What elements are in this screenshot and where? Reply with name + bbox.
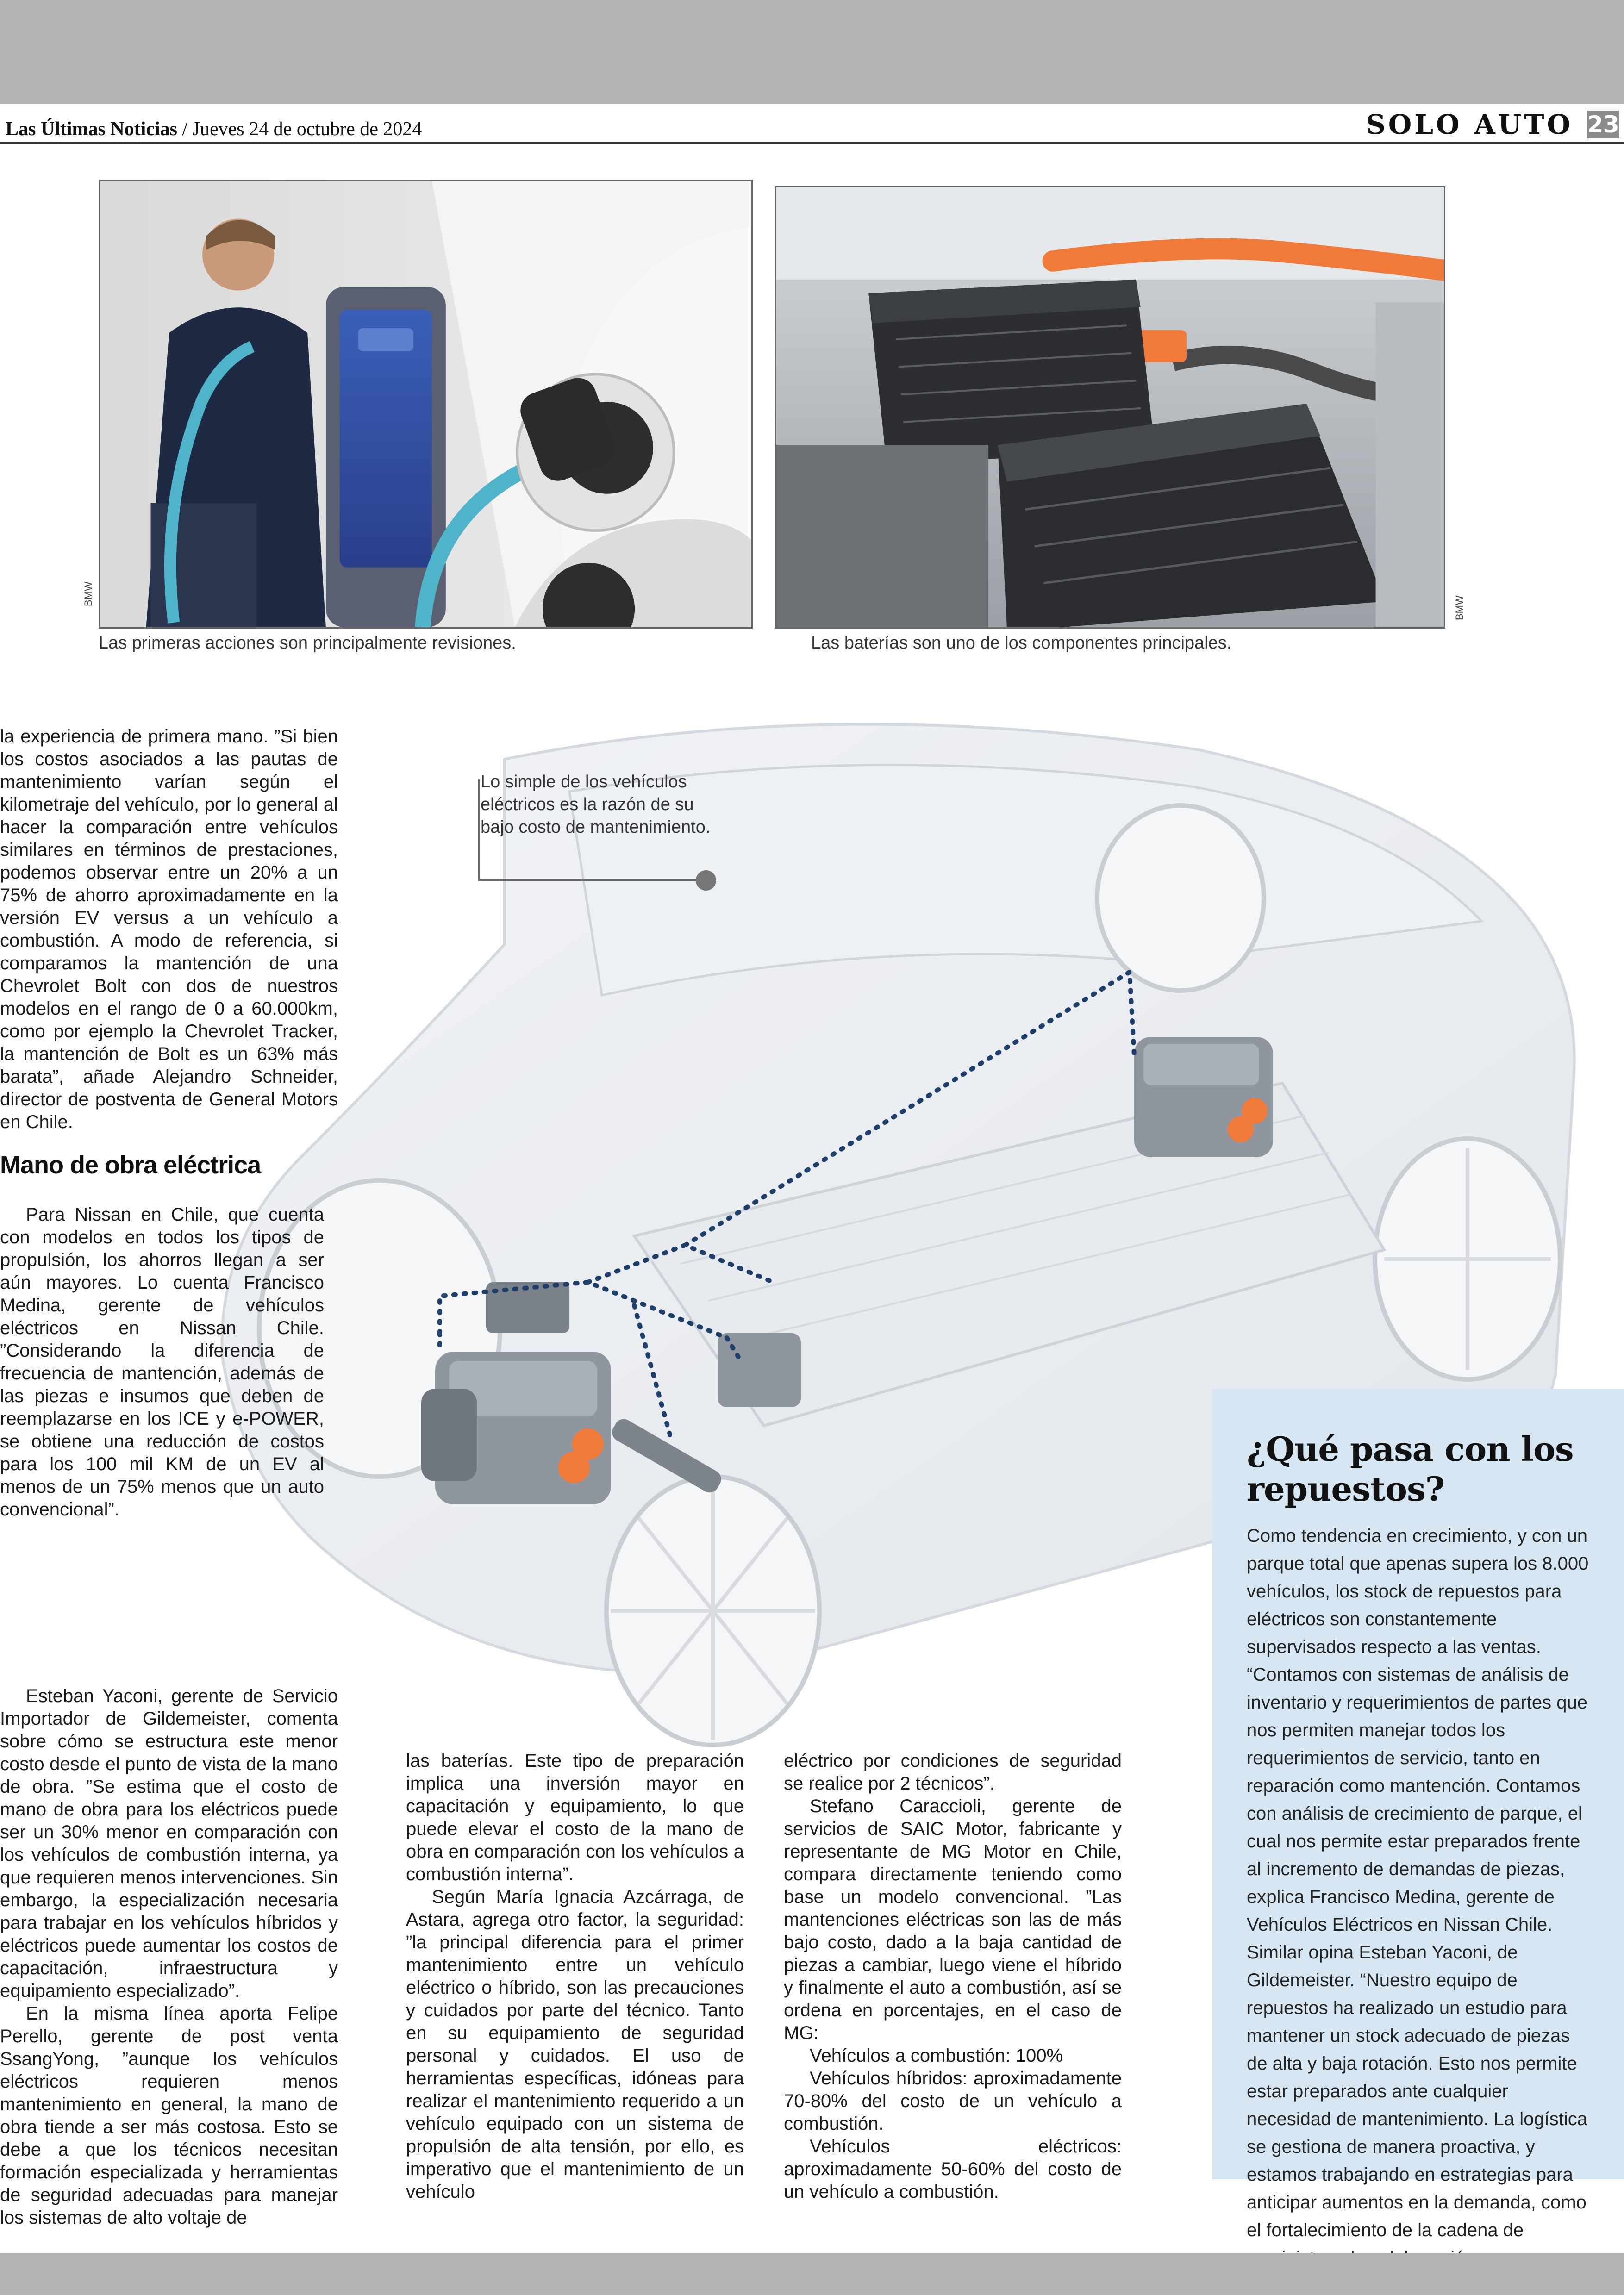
sidebar-paragraph-1: Como tendencia en crecimiento, y con un parque total que apenas supera los 8.000 vehículos, los stock de repuestos para eléctricos son constantemente supervisados respecto a las ventas. “Contamos con sistemas de análisis de inventario y requerimientos de partes que nos permiten manejar todos los requerimientos de servicio, tanto en reparación como mantención. Contamos con análisis de crecimiento de parque, el cual nos permite estar preparados frente al incremento de demandas de piezas, explica Francisco Medina, gerente de Vehículos Eléctricos en Nissan Chile.	[1247, 1526, 1589, 1935]
callout-dot	[696, 870, 716, 891]
photo2-caption: Las baterías son uno de los componentes principales.	[811, 633, 1232, 653]
photo-charging-car	[99, 180, 753, 629]
list-item-combustion: Vehículos a combustión: 100%	[810, 2046, 1063, 2066]
paragraph-batteries: las baterías. Este tipo de preparación implica una inversión mayor en capacitación y equipamiento, lo que puede elevar el costo de la mano de obra en comparación con los vehículos a combustión interna”.	[406, 1751, 744, 1884]
illustration-callout: Lo simple de los vehículos eléctricos es la razón de su bajo costo de mantenimiento.	[481, 772, 711, 837]
article-column3	[784, 1750, 1122, 2203]
paragraph-azcarraga: Según María Ignacia Azcárraga, de Astara, agrega otro factor, la seguridad: ”la principal diferencia para el primer mantenimiento entre un vehículo eléctrico o híbrido, son las precauciones y cuidados por parte del técnico. Tanto en su equipamiento de seguridad personal y cuidados. El uso de herramientas específicas, idóneas para realizar el mantenimiento requerido a un vehículo equipado con un sistema de propulsión de alta tensión, por ello, es imperativo que el mantenimiento de un vehículo	[406, 1887, 744, 2202]
article-column2	[406, 1750, 744, 2203]
masthead	[6, 118, 422, 140]
sidebar-box-repuestos	[1212, 1389, 1624, 2240]
page-number: 23	[1587, 111, 1619, 138]
top-gray-band	[0, 0, 1624, 104]
paragraph-nissan: Para Nissan en Chile, que cuenta con modelos en todos los tipos de propulsión, los ahorros llegan a ser aún mayores. Lo cuenta Francisco Medina, gerente de vehículos eléctricos en Nissan Chile. ”Considerando la diferencia de frecuencia de mantención, además de las piezas e insumos que deben de reemplazarse en los ICE y e-POWER, se obtiene una reducción de costos para los 100 mil KM de un EV al menos de un 75% menos que un auto convencional”.	[0, 1204, 324, 1520]
charging-photo-illustration	[100, 181, 751, 627]
paragraph-tecnicos: eléctrico por condiciones de seguridad se realice por 2 técnicos”.	[784, 1751, 1122, 1794]
photo1-credit: BMW	[82, 581, 94, 606]
newspaper-name: Las Últimas Noticias	[6, 118, 177, 140]
sidebar-title: ¿Qué pasa con los repuestos?	[1247, 1429, 1574, 1509]
page-header	[0, 104, 1624, 144]
batteries-photo-illustration	[776, 187, 1444, 627]
photo2-credit: BMW	[1454, 595, 1465, 620]
list-item-hybrid: Vehículos híbridos: aproximadamente 70-80% del costo de un vehículo a combustión.	[784, 2068, 1122, 2134]
article-column1-intro	[0, 725, 338, 1134]
bottom-gray-band	[0, 2253, 1624, 2295]
list-item-electric: Vehículos eléctricos: aproximadamente 50-60% del costo de un vehículo a combustión.	[784, 2136, 1122, 2202]
paragraph-caraccioli: Stefano Caraccioli, gerente de servicios de SAIC Motor, fabricante y representante de MG Motor en Chile, compara directamente teniendo como base un modelo convencional. ”Las mantenciones eléctricas son las de más bajo costo, dado a la baja cantidad de piezas a cambiar, luego viene el híbrido y finalmente el auto a combustión, así se ordena en porcentajes, en el caso de MG:	[784, 1796, 1122, 2043]
paragraph-gm: la experiencia de primera mano. ”Si bien los costos asociados a las pautas de mantenimiento varían según el kilometraje del vehículo, por lo general al hacer la comparación entre vehículos similares en términos de prestaciones, podemos observar entre un 20% a un 75% de ahorro aproximadamente en la versión EV versus a un vehículo a combustión. A modo de referencia, si comparamos la mantención de una Chevrolet Bolt con dos de nuestros modelos en el rango de 0 a 60.000km, como por ejemplo la Chevrolet Tracker, la mantención de Bolt es un 63% más barata”, añade Alejandro Schneider, director de postventa de General Motors en Chile.	[0, 726, 338, 1132]
paragraph-yaconi: Esteban Yaconi, gerente de Servicio Importador de Gildemeister, comenta sobre cómo se estructura este menor costo desde el punto de vista de la mano de obra. ”Se estima que el costo de mano de obra para los eléctricos puede ser un 30% menor en comparación con los vehículos de combustión interna, ya que requieren menos intervenciones. Sin embargo, la especialización necesaria para trabajar en los vehículos híbridos y eléctricos puede aumentar los costos de capacitación, infraestructura y equipamiento especializado”.	[0, 1686, 338, 2001]
photo-batteries	[775, 186, 1445, 629]
sidebar-paragraph-2: Similar opina Esteban Yaconi, de Gildemeister. “Nuestro equipo de repuestos ha realizado un estudio para mantener un stock adecuado de piezas de alta y baja rotación. Esto nos permite estar preparados ante cualquier necesidad de mantenimiento. La logística se gestiona de manera proactiva, y estamos trabajando en estrategias para anticipar aumentos en la demanda, como el fortalecimiento de la cadena de	[1247, 1942, 1588, 2240]
section-title: SOLO AUTO	[1366, 109, 1573, 140]
publication-date: / Jueves 24 de octubre de 2024	[177, 118, 422, 140]
section-subheading: Mano de obra eléctrica	[0, 1151, 261, 1179]
photo1-caption: Las primeras acciones son principalmente revisiones.	[99, 633, 516, 653]
article-column1-lower	[0, 1685, 338, 2229]
article-column1-nissan	[0, 1204, 324, 1521]
paragraph-perello: En la misma línea aporta Felipe Perello, gerente de post venta SsangYong, ”aunque los vehículos eléctricos requieren menos mantenimiento en general, la mano de obra tiende a ser más costosa. Esto se debe a que los técnicos necesitan formación especializada y herramientas de seguridad adecuadas para manejar los sistemas de alto voltaje de	[0, 2003, 338, 2228]
sidebar-body	[1247, 1522, 1592, 2295]
